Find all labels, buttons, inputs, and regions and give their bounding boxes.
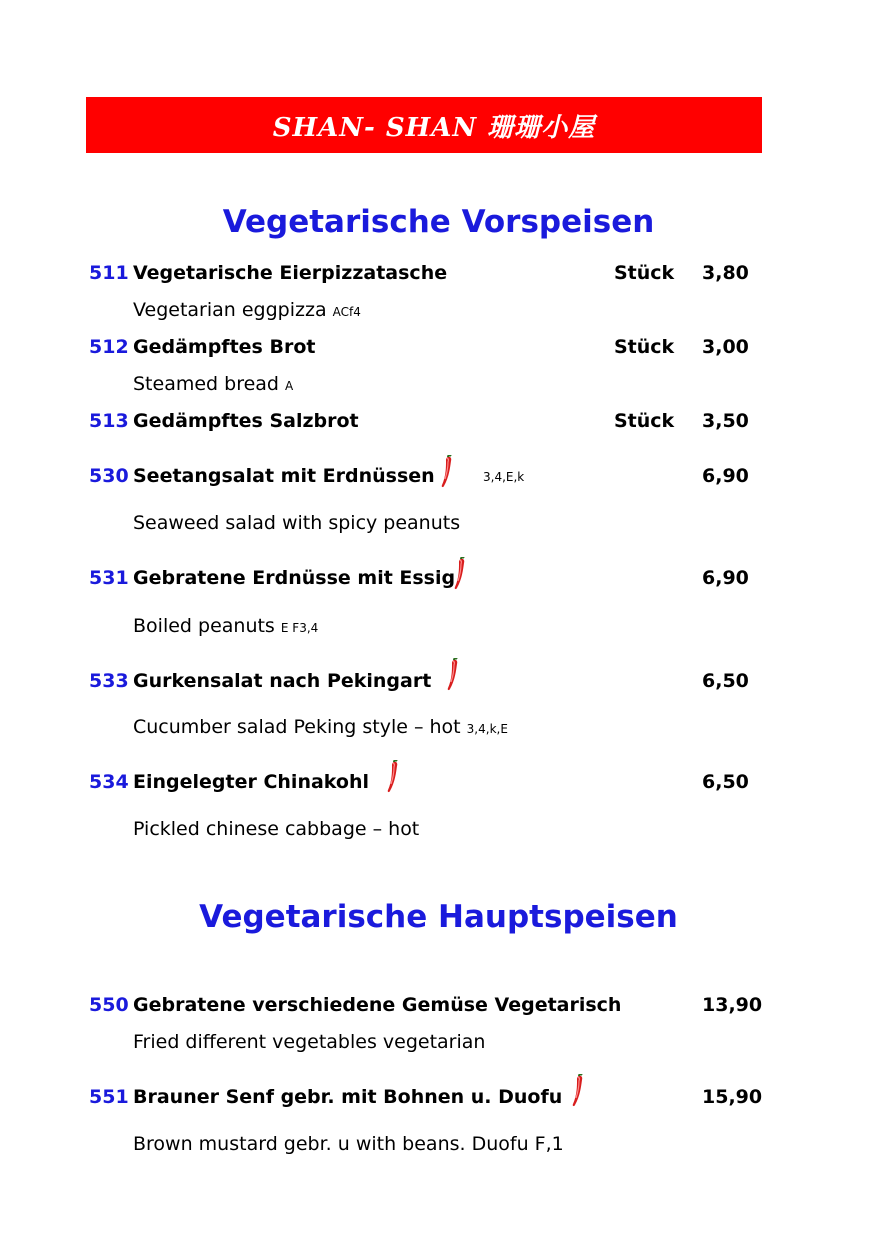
item-price: 6,90 (702, 465, 749, 487)
item-description-511 (133, 299, 361, 321)
item-name: Gebratene verschiedene Gemüse Vegetarisch (133, 994, 622, 1016)
menu-item-511 (0, 262, 877, 292)
item-description-530 (133, 512, 460, 534)
item-number: 511 (89, 262, 129, 284)
menu-item-531 (0, 567, 877, 597)
restaurant-banner (86, 97, 762, 153)
item-name: Gurkensalat nach Pekingart (133, 670, 432, 692)
item-number: 551 (89, 1086, 129, 1108)
item-price: 15,90 (702, 1086, 763, 1108)
item-price: 6,50 (702, 771, 749, 793)
menu-item-534 (0, 771, 877, 801)
description-text: Seaweed salad with spicy peanuts (133, 512, 461, 534)
menu-item-551 (0, 1086, 877, 1116)
menu-item-512 (0, 336, 877, 366)
section-title-hauptspeisen: Vegetarische Hauptspeisen (199, 899, 678, 935)
item-description-533 (133, 716, 508, 738)
item-number: 533 (89, 670, 129, 692)
item-price: 13,90 (702, 994, 763, 1016)
menu-item-513 (0, 410, 877, 440)
item-number: 512 (89, 336, 129, 358)
item-unit: Stück (614, 262, 675, 284)
item-price: 6,50 (702, 670, 749, 692)
item-price: 3,50 (702, 410, 749, 432)
allergen-codes: E F3,4 (280, 621, 319, 635)
chili-pepper-icon (452, 557, 470, 591)
item-description-550 (133, 1031, 485, 1053)
item-unit: Stück (614, 336, 675, 358)
section-title-vorspeisen: Vegetarische Vorspeisen (222, 204, 655, 240)
item-number: 550 (89, 994, 129, 1016)
allergen-codes: 3,4,E,k (483, 470, 525, 484)
item-name: Gedämpftes Salzbrot (133, 410, 359, 432)
item-price: 3,00 (702, 336, 749, 358)
item-name: Gedämpftes Brot (133, 336, 316, 358)
description-text: Brown mustard gebr. u with beans. Duofu F,1 (133, 1133, 564, 1155)
item-number: 530 (89, 465, 129, 487)
chili-pepper-icon (385, 760, 403, 794)
item-number: 531 (89, 567, 129, 589)
item-number: 513 (89, 410, 129, 432)
allergen-codes: 3,4,k,E (466, 722, 508, 736)
menu-item-533 (0, 670, 877, 700)
chili-pepper-icon (570, 1074, 588, 1108)
item-price: 6,90 (702, 567, 749, 589)
item-description-534 (133, 818, 419, 840)
description-text: Boiled peanuts (133, 615, 275, 637)
description-text: Fried different vegetables vegetarian (133, 1031, 486, 1053)
item-description-551 (133, 1133, 564, 1155)
item-name: Vegetarische Eierpizzatasche (133, 262, 448, 284)
item-name: Gebratene Erdnüsse mit Essig (133, 567, 456, 589)
description-text: Steamed bread (133, 373, 279, 395)
allergen-codes: ACf4 (332, 305, 361, 319)
description-text: Vegetarian eggpizza (133, 299, 327, 321)
restaurant-name: SHAN- SHAN 珊珊小屋 (272, 112, 596, 143)
item-price: 3,80 (702, 262, 749, 284)
item-name: Seetangsalat mit Erdnüssen (133, 465, 435, 487)
item-description-531 (133, 615, 318, 637)
item-number: 534 (89, 771, 129, 793)
item-name: Brauner Senf gebr. mit Bohnen u. Duofu (133, 1086, 563, 1108)
chili-pepper-icon (439, 455, 457, 489)
description-text: Pickled chinese cabbage – hot (133, 818, 420, 840)
chili-pepper-icon (445, 658, 463, 692)
item-unit: Stück (614, 410, 675, 432)
item-name: Eingelegter Chinakohl (133, 771, 370, 793)
allergen-codes: A (285, 379, 294, 393)
menu-item-550 (0, 994, 877, 1024)
item-description-512 (133, 373, 293, 395)
description-text: Cucumber salad Peking style – hot (133, 716, 461, 738)
